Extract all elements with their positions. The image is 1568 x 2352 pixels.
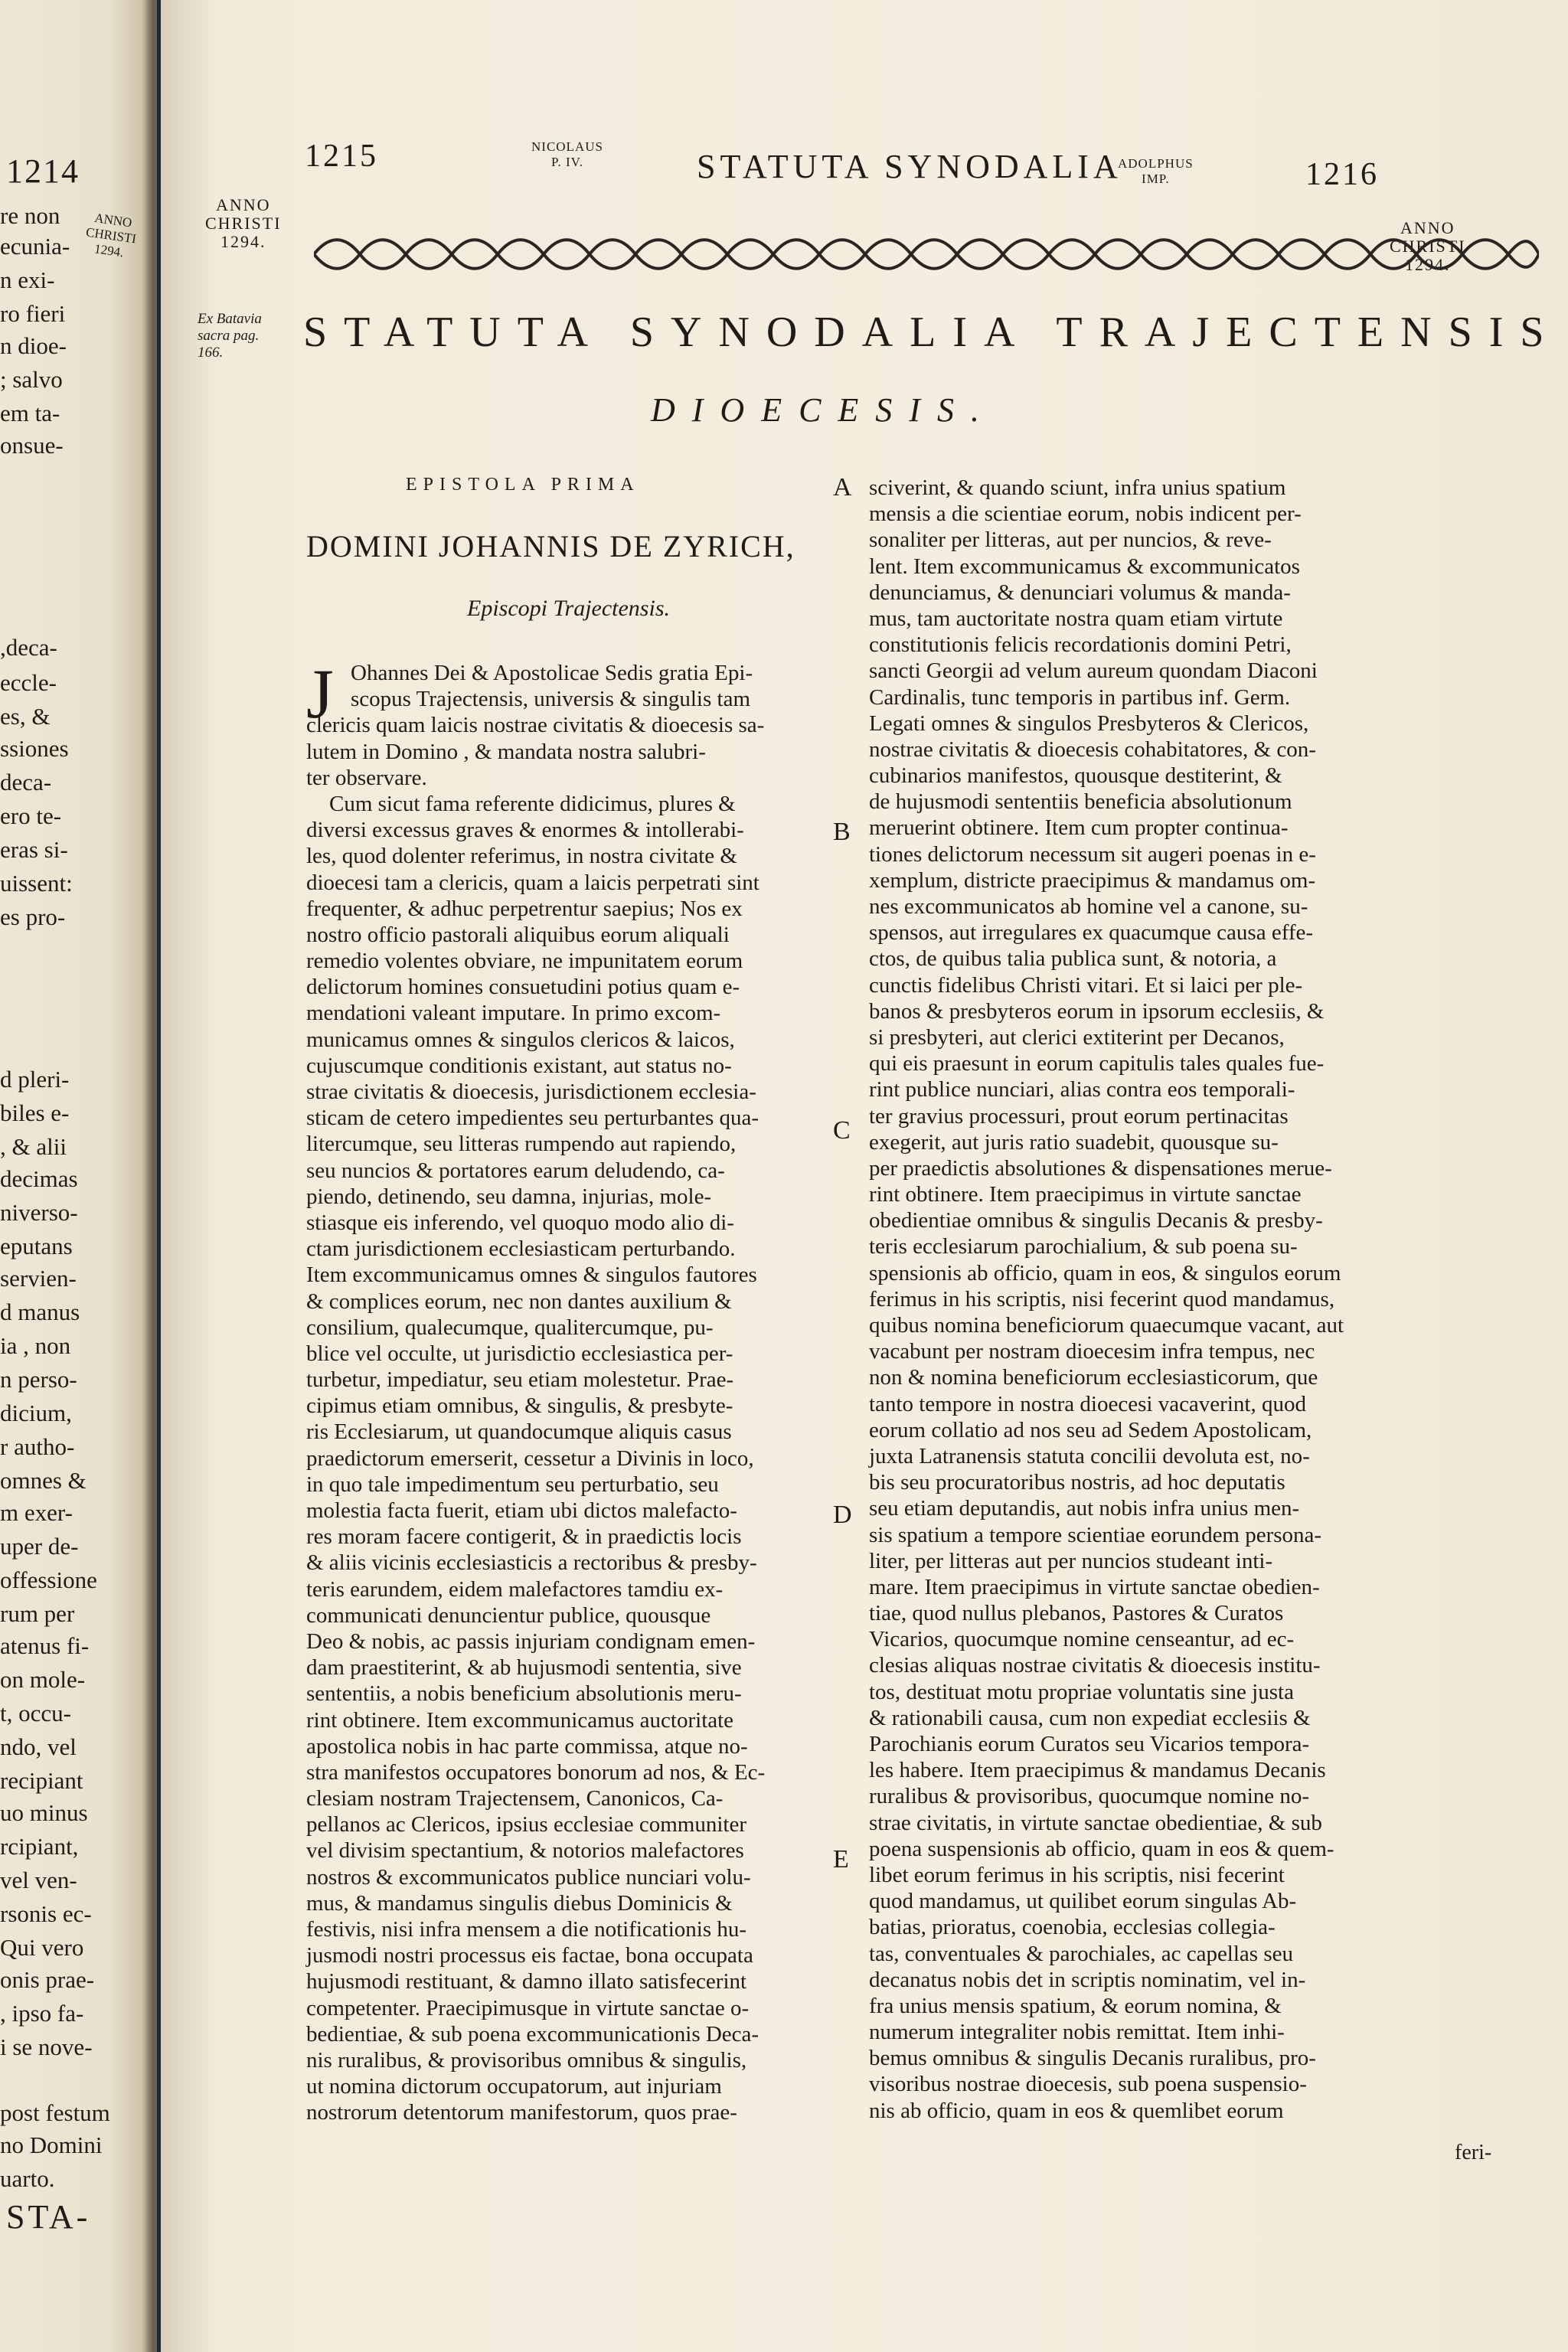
text-line: ut nomina dictorum occupatorum, aut injuriam [306,2074,722,2099]
text-line: banos & presbyteros eorum in ipsorum ecclesiis, & [869,998,1325,1024]
left-page-line: ssiones [0,735,69,762]
left-page-line: d manus [0,1298,80,1325]
text-line: nes excommunicatos ab homine vel a canone, su- [869,894,1308,919]
text-line: competenter. Praecipimusque in virtute sanctae o- [306,1995,750,2020]
text-line: obedientiae omnibus & singulis Decanis & presby- [869,1208,1323,1233]
left-page-line: servien- [0,1265,77,1292]
left-page-line: n dioe- [0,332,67,359]
text-line: strae civitatis, in virtute sanctae obedientiae, & sub [869,1810,1322,1835]
left-page-line: decimas [0,1165,78,1192]
text-line: Vicarios, quocumque nomine censeantur, ad ec- [869,1627,1295,1652]
header-page-number-right: 1216 [1305,157,1379,192]
text-line: quod mandamus, ut quilibet eorum singulas Ab- [869,1889,1297,1914]
text-line: non & nomina beneficiorum ecclesiasticorum, que [869,1365,1318,1390]
left-page-line: eras si- [0,836,68,863]
text-line: seu etiam deputandis, aut nobis infra unius men- [869,1496,1300,1521]
header-pope: NICOLAUS P. IV. [531,139,603,169]
text-line: quibus nomina beneficiorum quaecumque vacant, aut [869,1313,1344,1338]
text-line: libet eorum ferimus in his scriptis, nisi fecerint [869,1862,1285,1887]
text-line: res moram facere contigerit, & in praedictis locis [306,1524,742,1550]
text-line: sis spatium a tempore scientiae eorundem persona- [869,1522,1322,1547]
text-line: cujuscumque conditionis existant, aut status no- [306,1053,732,1078]
left-page-line: vel ven- [0,1867,77,1893]
left-page-line: d pleri- [0,1066,70,1093]
text-line: xemplum, districte praecipimus & mandamus om- [869,867,1316,893]
text-line: consilium, qualecumque, qualitercumque, pu- [306,1315,714,1340]
left-page-line: n exi- [0,266,55,293]
text-line: in quo tale impedimentum seu perturbatio, seu [306,1472,719,1497]
text-line: per praedictis absolutiones & dispensationes merue- [869,1155,1332,1181]
text-line: nostrae civitatis & dioecesis cohabitatores, & con- [869,737,1316,762]
subtitle: DIOECESIS. [651,391,996,429]
text-line: lent. Item excommunicamus & excommunicatos [869,554,1300,579]
text-line: cunctis fidelibus Christi vitari. Et si laici per ple- [869,972,1303,998]
left-page-line: , ipso fa- [0,2000,84,2027]
text-line: molestia facta fuerit, etiam ubi dictos malefacto- [306,1498,737,1523]
left-page-line: rcipiant, [0,1833,79,1860]
text-line: Ohannes Dei & Apostolicae Sedis gratia Epi- [351,661,753,685]
text-line: lutem in Domino , & mandata nostra salubri- [306,739,706,764]
text-line: mare. Item praecipimus in virtute sanctae obedien- [869,1574,1320,1599]
left-page-anno: ANNO CHRISTI 1294. [85,210,138,260]
left-page-line: , & alii [0,1133,67,1160]
left-page-line: eputans [0,1233,73,1259]
left-page-line: uo minus [0,1799,88,1826]
text-line: numerum integraliter nobis remittat. Item inhi- [869,2020,1285,2045]
text-line: ferimus in his scriptis, nisi fecerint quod mandamus, [869,1286,1335,1312]
text-line: qui eis praesunt in eorum capitulis tales quales fue- [869,1051,1325,1076]
text-line: sonaliter per litteras, aut per nuncios, & reve- [869,528,1272,553]
text-line: Cardinalis, tunc temporis in partibus inf. Germ. [869,684,1291,710]
left-page-line: no Domini [0,2132,103,2158]
text-line: bedientiae, & sub poena excommunicationis Deca- [306,2021,760,2047]
text-line: municamus omnes & singulos clericos & laicos, [306,1027,735,1052]
text-line: nostro officio pastorali aliquibus eorum aliquali [306,922,730,947]
left-page-line: onsue- [0,432,64,459]
ornamental-border [314,231,1539,277]
anno-christi-right: ANNO CHRISTI 1294. [1390,218,1466,274]
left-page-line: ndo, vel [0,1733,77,1760]
text-line: delictorum homines consuetudini potius quam e- [306,975,740,1000]
header-page-number-left: 1215 [305,139,378,174]
left-page-line: deca- [0,769,52,795]
text-line: ter gravius processuri, prout eorum pertinacitas [869,1103,1289,1129]
text-line: juxta Latranensis statuta concilii devoluta est, no- [869,1443,1310,1468]
text-line: liter, per litteras aut per nuncios studeant inti- [869,1548,1273,1573]
text-line: Cum sicut fama referente didicimus, plures & [329,791,736,816]
left-page-line: omnes & [0,1467,87,1494]
ornament-band-icon [314,231,1539,277]
text-line: de hujusmodi sententiis beneficia absolutionum [869,789,1292,815]
text-line: Parochianis eorum Curatos seu Vicarios tempora- [869,1732,1310,1756]
text-line: nostros & excommunicatos publice nunciari volu- [306,1864,751,1890]
main-title: STATUTA SYNODALIA TRAJECTENSIS [303,309,1561,356]
drop-capital: J [306,655,334,733]
text-line: ris Ecclesiarum, ut quandocumque aliquis casus [306,1419,732,1445]
right-page [161,0,1568,2352]
author-subheading: Episcopi Trajectensis. [467,596,670,621]
text-line: nis ruralibus, & provisoribus omnibus & singulis, [306,2047,747,2073]
text-line: Item excommunicamus omnes & singulos fautores [306,1263,757,1288]
text-line: clesias aliquas nostrae civitatis & dioecesis institu- [869,1653,1321,1678]
text-column-right [869,475,1558,2124]
epistola-heading: EPISTOLA PRIMA [406,475,640,495]
text-line: mendationi valeant imputare. In primo excom- [306,1001,721,1026]
text-line: praedictorum emerserit, cessetur a Divinis in loco, [306,1446,754,1471]
left-page-line: rsonis ec- [0,1900,92,1927]
margin-letter: C [833,1116,851,1145]
left-page-line: em ta- [0,400,60,426]
text-line: rint obtinere. Item excommunicamus auctoritate [306,1707,734,1733]
catchword: feri- [1455,2141,1492,2164]
text-line: vel divisim spectantium, & notorios malefactores [306,1838,744,1864]
text-line: rint obtinere. Item praecipimus in virtute sanctae [869,1182,1302,1207]
text-line: tiae, quod nullus plebanos, Pastores & Curatos [869,1601,1284,1626]
left-page-line: uarto. [0,2165,55,2192]
left-page-line: ,deca- [0,634,57,661]
left-page-line: Qui vero [0,1934,84,1961]
left-page-line: re non [0,202,60,229]
text-line: fra unius mensis spatium, & eorum nomina, & [869,1993,1282,2018]
text-line: constitutionis felicis recordationis domini Petri, [869,632,1292,658]
side-note-source: Ex Batavia sacra pag. 166. [198,311,262,361]
left-page-line: n perso- [0,1366,77,1393]
text-line: & aliis vicinis ecclesiasticis a rectoribus & presby- [306,1550,757,1576]
text-line: tas, conventuales & parochiales, ac capellas seu [869,1941,1293,1966]
left-page-line: eccle- [0,669,57,696]
text-line: blice vel occulte, ut jurisdictio ecclesiastica per- [306,1341,733,1366]
author-heading: DOMINI JOHANNIS DE ZYRICH, [306,529,795,564]
left-page-line: offessione [0,1566,97,1593]
left-page-line: atenus fi- [0,1632,90,1659]
text-line: teris earundem, eidem malefactores tamdiu ex- [306,1576,724,1602]
text-line: scopus Trajectensis, universis & singulis tam [351,687,750,712]
text-line: tanto tempore in nostra dioecesi vacaverint, quod [869,1391,1306,1416]
anno-christi-left: ANNO CHRISTI 1294. [205,195,282,251]
text-line: diversi excessus graves & enormes & intollerabi- [306,818,744,843]
left-page-line: recipiant [0,1767,83,1794]
left-page-number: 1214 [6,152,80,190]
left-page-edge [0,0,157,2352]
text-line: ruralibus & provisoribus, quocumque nomine no- [869,1784,1310,1809]
text-line: festivis, nisi infra mensem a die notificationis hu- [306,1917,747,1942]
text-line: remedio volentes obviare, ne impunitatem eorum [306,949,743,974]
left-page-line: onis prae- [0,1966,95,1993]
text-line: cipimus etiam omnibus, & singulis, & presbyte- [306,1393,733,1419]
left-page-line: post festum [0,2099,110,2126]
left-page-line: rum per [0,1600,75,1627]
margin-letter: D [833,1501,852,1529]
text-line: stra manifestos occupatores bonorum ad nos, & Ec- [306,1759,766,1785]
left-page-line: es, & [0,703,51,730]
left-page-line: i se nove- [0,2034,93,2060]
text-line: sententiis, a nobis beneficium absolutionis meru- [306,1681,742,1707]
left-page-line: biles e- [0,1099,70,1126]
left-page-line: on mole- [0,1666,86,1693]
text-line: decanatus nobis det in scriptis nominatim, vel in- [869,1967,1306,1992]
left-page-line: dicium, [0,1400,72,1426]
text-line: dioecesi tam a clericis, quam a laicis perpetrati sint [306,870,760,895]
margin-letter: E [833,1845,849,1873]
left-page-line: t, occu- [0,1700,71,1726]
text-line: si presbyteri, aut clerici extiterint per Decanos, [869,1024,1285,1050]
text-line: seu nuncios & portatores earum deludendo, ca- [306,1158,725,1183]
text-line: visoribus nostrae dioecesis, sub poena suspensio- [869,2072,1307,2097]
text-line: mus, tam auctoritate nostra quam etiam virtute [869,606,1283,631]
text-line: stiasque eis inferendo, vel quoquo modo alio di- [306,1210,734,1235]
running-title: STATUTA SYNODALIA [697,148,1122,185]
text-line: Deo & nobis, ac passis injuriam condignam emen- [306,1628,756,1654]
text-line: clesiam nostram Trajectensem, Canonicos, Ca- [306,1786,724,1811]
text-line: spensos, aut irregulares ex quacumque causa effe- [869,920,1314,946]
text-line: eorum collatio ad nos seu ad Sedem Apostolicam, [869,1417,1312,1442]
text-line: bis seu procuratoribus nostris, ad hoc deputatis [869,1470,1285,1495]
text-line: & rationabili causa, cum non expediat ecclesiis & [869,1705,1311,1730]
left-page-line: r autho- [0,1433,75,1460]
text-line: piendo, detinendo, seu damna, injurias, mole- [306,1184,712,1209]
text-line: Legati omnes & singulos Presbyteros & Clericos, [869,710,1309,736]
text-line: sancti Georgii ad velum aureum quondam Diaconi [869,658,1318,684]
margin-letter: A [833,473,852,501]
text-line: strae civitatis & dioecesis, jurisdictionem ecclesia- [306,1080,756,1104]
text-line: tos, destituat motu propriae voluntatis sine justa [869,1679,1294,1704]
text-line: apostolica nobis in hac parte commissa, atque no- [306,1733,748,1759]
text-line: communicati denuncientur publice, quousque [306,1602,711,1628]
left-page-line: m exer- [0,1499,73,1526]
text-line: sticam de cetero impedientes seu perturbantes qua- [306,1106,760,1131]
text-line: nis ab officio, quam in eos & quemlibet eorum [869,2098,1284,2123]
text-line: & complices eorum, nec non dantes auxilium & [306,1289,732,1314]
margin-letter: B [833,818,851,846]
text-line: les habere. Item praecipimus & mandamus Decanis [869,1758,1326,1783]
text-line: pellanos ac Clericos, ipsius ecclesiae communiter [306,1812,746,1838]
text-line: mensis a die scientiae eorum, nobis indicent per- [869,501,1302,527]
text-line: nostrorum detentorum manifestorum, quos prae- [306,2100,737,2125]
text-line: hujusmodi restituant, & damno illato satisfecerint [306,1969,747,1994]
text-line: frequenter, & adhuc perpetrentur saepius; Nos ex [306,896,743,921]
text-line: ctam jurisdictionem ecclesiasticam perturbando. [306,1236,736,1262]
text-line: sciverint, & quando sciunt, infra unius spatium [869,475,1286,500]
left-page-catchword: STA- [6,2198,91,2236]
text-line: teris ecclesiarum parochialium, & sub poena su- [869,1234,1298,1259]
text-line: clericis quam laicis nostrae civitatis & dioecesis sa- [306,713,765,738]
text-line: poena suspensionis ab officio, quam in eos & quem- [869,1836,1334,1861]
left-page-line: ro fieri [0,300,66,327]
left-page-line: ero te- [0,802,62,829]
left-page-line: ia , non [0,1332,71,1359]
text-line: ter observare. [306,765,427,790]
left-page-line: ; salvo [0,366,63,393]
text-line: les, quod dolenter referimus, in nostra civitate & [306,844,737,869]
text-line: bemus omnibus & singulis Decanis ruralibus, pro- [869,2046,1316,2071]
left-page-line: uper de- [0,1533,79,1560]
header-emperor: ADOLPHUS IMP. [1118,156,1194,186]
text-line: vacabunt per nostram dioecesim infra tempus, nec [869,1339,1315,1364]
text-line: mus, & mandamus singulis diebus Dominicis & [306,1890,733,1916]
left-page-line: ecunia- [0,233,70,260]
left-page-line: es pro- [0,903,66,930]
text-line: litercumque, seu litteras rumpendo aut rapiendo, [306,1132,737,1157]
text-line: exegerit, aut juris ratio suadebit, quousque su- [869,1129,1279,1155]
text-line: denunciamus, & denunciari volumus & manda- [869,580,1291,605]
left-page-line: uissent: [0,870,73,897]
text-line: dam praestiterint, & ab hujusmodi sententia, sive [306,1655,742,1681]
text-line: tiones delictorum necessum sit augeri poenas in e- [869,841,1316,867]
text-line: spensionis ab officio, quam in eos, & singulos eorum [869,1260,1341,1285]
text-line: batias, prioratus, coenobia, ecclesias collegia- [869,1915,1276,1940]
text-line: cubinarios manifestos, quousque destiterint, & [869,763,1282,789]
text-line: rint publice nunciari, alias contra eos temporali- [869,1077,1295,1102]
text-line: meruerint obtinere. Item cum propter continua- [869,815,1289,841]
text-line: jusmodi nostri processus eis factae, bona occupata [306,1943,753,1968]
text-line: ctos, de quibus talia publica sunt, & notoria, a [869,946,1277,972]
left-page-line: niverso- [0,1199,78,1226]
text-line: turbetur, impediatur, seu etiam molestetur. Prae- [306,1367,734,1393]
